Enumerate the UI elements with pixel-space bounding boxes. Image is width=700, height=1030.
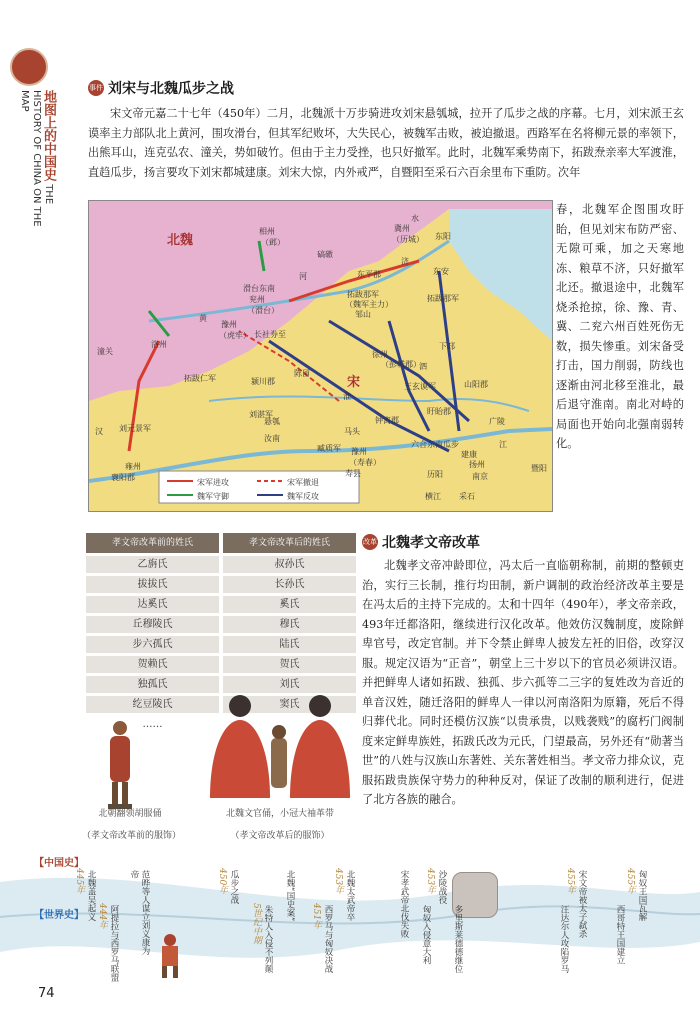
map-label-si: 泗 [419,362,427,371]
surname-before-cell: 乙旃氏 [86,556,219,573]
map-label-he: 河 [299,272,307,281]
map-label-shouxian: 寿县 [345,469,361,478]
timeline-tag-china: 【中国史】 [34,858,84,869]
surname-before-cell: 丘穆陵氏 [86,616,219,633]
map-label-tuobarenjun: 拓跋仁军 [184,374,216,383]
surname-after-cell: 刘氏 [223,676,356,693]
timeline-year: 5世纪中期 [251,903,261,945]
battle-map [88,200,553,512]
map-label-shanyang: 山阳郡 [464,380,488,389]
map-label-liuyuan: 刘元景军 [119,424,151,433]
civil-official-figures [195,688,355,803]
legend-wei-defend: 魏军守御 [197,492,229,501]
table-row [86,656,356,673]
timeline-event: 北魏“国史案” [285,870,295,922]
map-label-hulao: （虎牢） [219,331,251,340]
map-label-liuhe: 六合东南瓜步 [411,440,459,449]
map-label-dongpingjun: 东平郡 [357,270,381,279]
map-label-tbjun2: （魏军主力） [345,300,393,309]
surname-before-cell: 达奚氏 [86,596,219,613]
timeline-event: 范晔等人谋立刘义康为帝 [129,870,150,955]
map-label-song: 宋 [347,375,361,390]
map-label-caishi: 采石 [459,492,475,501]
timeline-event: 西罗马与匈奴决战 [323,905,333,973]
map-label-nanjing: 南京 [472,472,488,481]
figure2-caption-b: （孝文帝改革后的服饰） [230,831,330,841]
timeline-year: 453年 [425,868,435,895]
timeline-event: 北魏盖吴起义 [86,870,96,921]
timeline-event: 阿提拉与西罗马联盟 [109,905,119,982]
map-label-tongguan: 潼关 [97,347,113,356]
map-label-pengcheng: （彭城郡） [381,360,421,369]
map-label-beiwei: 北魏 [167,233,194,248]
map-label-xiangzhou: 相州 [259,227,275,236]
map-label-qiao: 碻磝 [317,250,333,259]
legend-song-attack: 宋军进攻 [197,478,229,487]
map-label-xuyi: 盱眙郡 [427,407,451,416]
table-row [86,616,356,633]
figure1-caption-a: 北朝翻领胡服俑 [98,809,162,819]
section1-side-paragraph: 春，北魏军企图围攻盱眙，但见刘宋布防严密、无隙可乘，加之天寒地冻、粮草不济，只好撤军北还。撤退途中，北魏军烧杀抢掠，徐、豫、青、冀、二兖六州百姓死伤无数，损失惨重。刘宋备受打击，国力削弱，防线也逐渐由河北移至淮北，最后退守淮南。南北对峙的局面也开始向北强南弱转化。 [556,203,684,450]
map-label-xuanhu: 悬瓠 [264,417,280,426]
map-label-dongan: 东安 [433,267,449,276]
map-label-shouchun: （寿春） [349,458,381,467]
figure2-caption-a: 北魏文官俑，小冠大袖革带 [225,809,334,819]
map-label-huatai-ne: 滑台东南 [243,284,275,293]
legend-song-retreat: 宋军撤退 [287,478,319,487]
timeline-year: 455年 [565,868,575,895]
timeline-event: 宋孝武帝北伐失败 [399,870,409,938]
map-label-huatai: （滑台） [247,306,279,315]
timeline-year: 455年 [625,868,635,895]
timeline-year: 453年 [333,868,343,895]
timeline-tag-world: 【世界史】 [34,910,84,921]
hu-clothing-figure [100,718,140,810]
figure2-caption [200,806,360,841]
map-label-yuzhou2: 豫州 [351,447,367,456]
reform-badge-icon: 改革 [362,534,378,550]
map-label-yongzhou: 雍州 [125,462,141,471]
surname-before-cell: 拔拔氏 [86,576,219,593]
map-label-luozhou: 洛州 [151,340,167,349]
surname-after-cell: 穆氏 [223,616,356,633]
timeline-event: 西哥特王国建立 [615,905,625,965]
section2-heading: 北魏孝文帝改革 [382,535,480,551]
map-label-shui: 水 [411,214,419,223]
figure1-caption-b: （孝文帝改革前的服饰） [82,831,182,841]
section1-paragraph: 宋文帝元嘉二十七年（450年）二月，北魏派十万步骑进攻刘宋悬瓠城，拉开了瓜步之战的序幕。七月，刘宋派王玄谟率主力部队北上黄河，围攻滑台，但其军纪败坏，大失民心，被魏军击败，被迫撤退。西路军在名将柳元景的率领下，出熊耳山，连克弘农、潼关，势如破竹。但由于主力受挫，也只好撤军。此时，北魏军乘势南下，拓跋焘亲率大军渡淮，直趋瓜步，扬言要攻下刘宋都城建康。刘宋大惊，内外戒严，自暨阳至采石六百余里布下重防。次年 [88,107,684,179]
table-header-after: 孝文帝改革后的姓氏 [223,533,356,553]
map-label-huai: 淮 [343,392,351,401]
map-label-yingchuan: 颍川郡 [251,377,275,386]
surname-before-cell: …… [142,719,163,730]
book-title-cn: 地图上的中国史 [41,90,56,181]
surname-after-cell: 叔孙氏 [223,556,356,573]
surname-after-cell: 贺氏 [223,656,356,673]
timeline-event: 北魏太武帝卒 [345,870,355,921]
timeline-event: 匈奴入侵意大利 [421,905,431,965]
map-legend-box [159,471,359,503]
book-title-en: THE HISTORY OF CHINA ON THE MAP [19,90,54,227]
table-row [86,636,356,653]
surname-after-cell: 陆氏 [223,636,356,653]
map-label-tanjun: 臧质军 [317,444,341,453]
map-label-han: 汉 [95,427,103,436]
map-label-runan: 汝南 [264,434,280,443]
timeline-year: 444年 [97,903,107,930]
section2-paragraph: 北魏孝文帝冲龄即位，冯太后一直临朝称制，前期的整顿吏治，实行三长制，推行均田制，新户调制的政治经济改革主要是在冯太后的主持下完成的。太和十四年（490年），孝文帝亲政，493年迁都洛阳，继续进行汉化改革。他效仿汉魏制度，废除鲜卑官号，改定官制。并下令禁止鲜卑人披发左衽的旧俗，改穿汉服。规定汉语为“正音”，朝堂上三十岁以下的官员必须讲汉语。并把鲜卑人诸如拓跋、独孤、步六孤等二三字的复姓改为音近的单音汉姓，随迁洛阳的鲜卑人一律以河南洛阳为原籍，死后不得归葬代北。同时还模仿汉族“以贵承贵，以贱袭贱”的腐朽门阀制度来定鲜卑族姓，拓跋氏改为元氏，门望最高，另外还有“勋著当世”的八姓与汉族山东著姓、关东著姓相当。孝文帝力排众议，克服拓跋贵族保守势力的种种反对，保证了改制的顺利进行，促进了北方各族的融合。 [362,559,684,806]
map-label-huang: 黄 [199,314,207,323]
map-label-xuzhou: 徐州 [372,350,388,359]
surname-before-cell: 纥豆陵氏 [86,696,219,713]
book-logo-seal [10,48,48,86]
timeline-event: 瓜步之战 [229,870,239,904]
map-label-zhonglijun: 钟离郡 [375,416,399,425]
map-label-dongyang: 东阳 [435,232,451,241]
table-row [86,556,356,573]
surname-before-cell: 独孤氏 [86,676,219,693]
surname-after-cell: 奚氏 [223,596,356,613]
map-label-jizhou: 冀州 [394,224,410,233]
timeline-year: 451年 [311,903,321,930]
surname-after-cell: 窦氏 [223,696,356,713]
map-label-jiyang: 暨阳 [531,464,547,473]
map-label-zoushan: 邹山 [355,310,371,319]
legend-wei-counter: 魏军反攻 [287,492,319,501]
page-number: 74 [38,986,55,1001]
table-row [86,596,356,613]
map-label-chenliu: 陈留 [294,369,310,378]
timeline-year: 450年 [217,868,227,895]
map-label-liyang: 历阳 [427,470,443,479]
map-label-xiangyang: 襄阳郡 [111,473,135,482]
map-label-yuzhou: 豫州 [221,320,237,329]
map-label-yangzhou: 扬州 [469,460,485,469]
map-label-yanzhou: 兖州 [249,295,265,304]
map-label-maou: 马头 [344,427,360,436]
surname-before-cell: 贺赖氏 [86,656,219,673]
table-header-before: 孝文帝改革前的姓氏 [86,533,219,553]
map-label-guangling: 广陵 [489,417,505,426]
timeline-event: 沙陵战役 [437,870,447,904]
warrior-figure-icon [150,930,190,980]
timeline-year: 445年 [74,868,84,895]
table-row [86,576,356,593]
timeline-event: 匈奴王国瓦解 [637,870,647,921]
map-label-jiang: 江 [499,440,507,449]
map-label-jiankang: 建康 [461,450,477,459]
map-label-changshe: 长社券至 [254,330,286,339]
timeline-event: 朱特人入侵不列颠 [263,905,273,973]
timeline-event: 汪达尔人攻陷罗马 [559,905,569,973]
map-label-tuobajun3: 拓跋那军 [427,294,459,303]
section1-heading: 刘宋与北魏瓜步之战 [108,81,234,97]
surname-before-cell: 步六孤氏 [86,636,219,653]
map-label-hengjiang: 横江 [425,492,441,501]
map-label-licheng: （历城） [392,235,424,244]
timeline-event: 宋文帝被太子弑杀 [577,870,587,938]
map-label-xiapi: 下邳 [439,342,455,351]
map-label-wangxuanmo: 王玄谟军 [404,382,436,391]
map-label-ji: 济 [401,257,409,266]
map-label-liuzhanjun: 刘湛军 [249,410,273,419]
map-label-ye: （邺） [261,238,285,247]
book-side-title [14,90,54,240]
map-label-tbjun1: 拓跋那军 [347,290,379,299]
figure1-caption [82,806,182,841]
surname-after-cell: 长孙氏 [223,576,356,593]
timeline-event: 多里斯莱德德继位 [453,905,463,973]
event-badge-icon: 事件 [88,80,104,96]
